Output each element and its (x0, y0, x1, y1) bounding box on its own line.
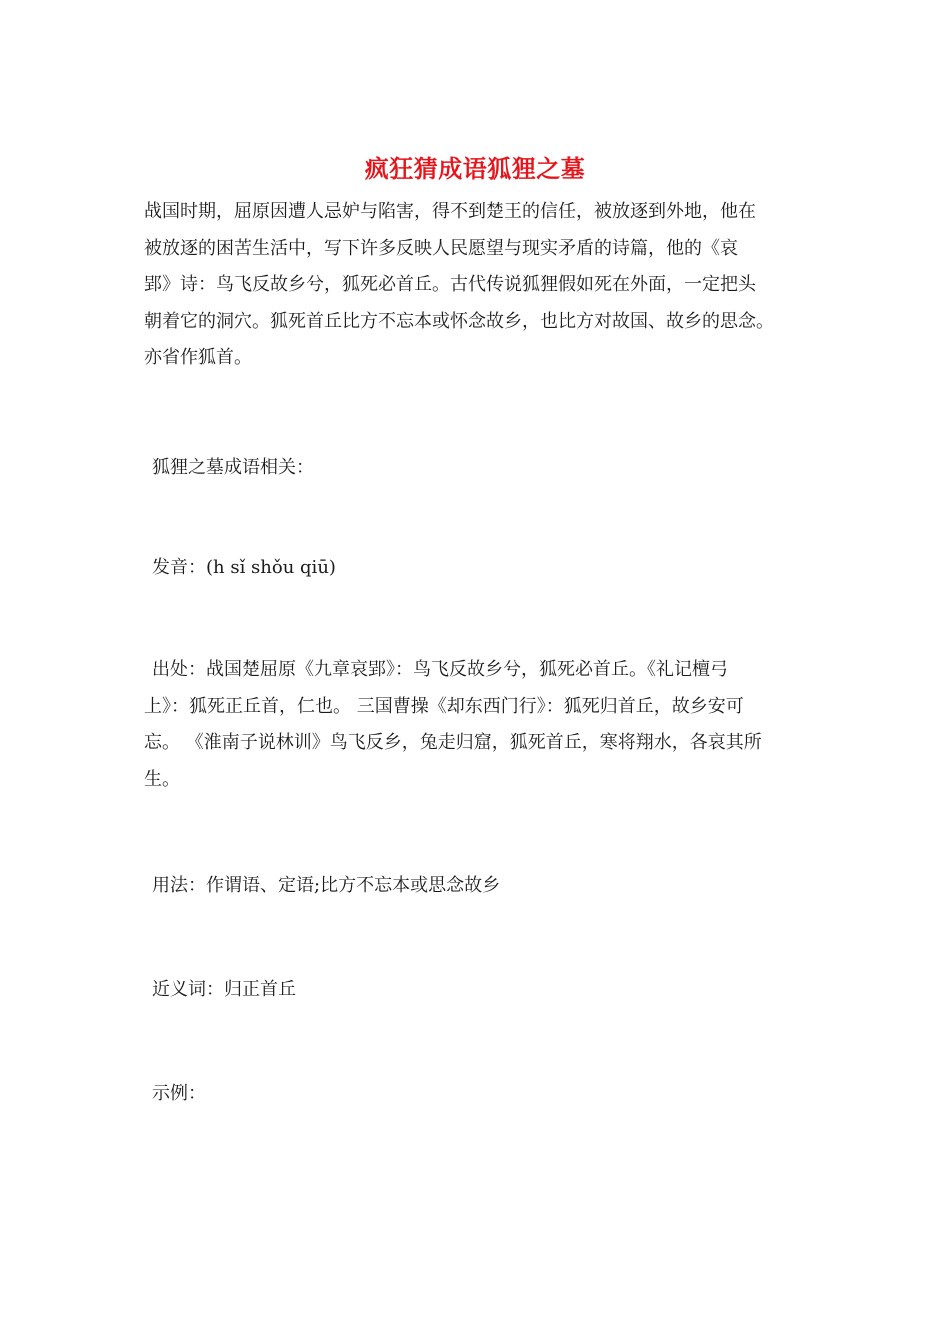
example-line: 示例： (152, 1083, 206, 1104)
synonym-line: 近义词：归正首丘 (152, 979, 296, 1000)
source-line: 生。 (144, 768, 180, 790)
source-line: 出处：战国楚屈原《九章哀郢》：鸟飞反故乡兮，狐死必首丘。《礼记檀弓 (152, 659, 728, 680)
intro-paragraph (144, 194, 824, 377)
intro-line: 朝着它的洞穴。狐死首丘比方不忘本或怀念故乡，也比方对故国、故乡的思念。 (144, 310, 774, 332)
intro-line: 郢》诗：鸟飞反故乡兮，狐死必首丘。古代传说狐狸假如死在外面，一定把头 (144, 274, 756, 296)
source-line: 上》：狐死正丘首，仁也。 三国曹操《却东西门行》：狐死归首丘，故乡安可 (144, 695, 744, 717)
pronunciation-line: 发音：(h sǐ shǒu qiū) (152, 557, 336, 578)
intro-line: 被放逐的困苦生活中，写下许多反映人民愿望与现实矛盾的诗篇，他的《哀 (144, 237, 738, 259)
usage-line: 用法：作谓语、定语;比方不忘本或思念故乡 (152, 875, 501, 896)
intro-line: 亦省作狐首。 (144, 347, 252, 369)
related-heading: 狐狸之墓成语相关： (152, 457, 314, 478)
intro-line: 战国时期，屈原因遭人忌妒与陷害，得不到楚王的信任，被放逐到外地，他在 (144, 201, 756, 222)
source-paragraph (144, 652, 824, 798)
source-line: 忘。 《淮南子说林训》鸟飞反乡，兔走归窟，狐死首丘，寒将翔水，各哀其所 (144, 732, 762, 754)
page-title: 疯狂猜成语狐狸之墓 (364, 154, 586, 183)
